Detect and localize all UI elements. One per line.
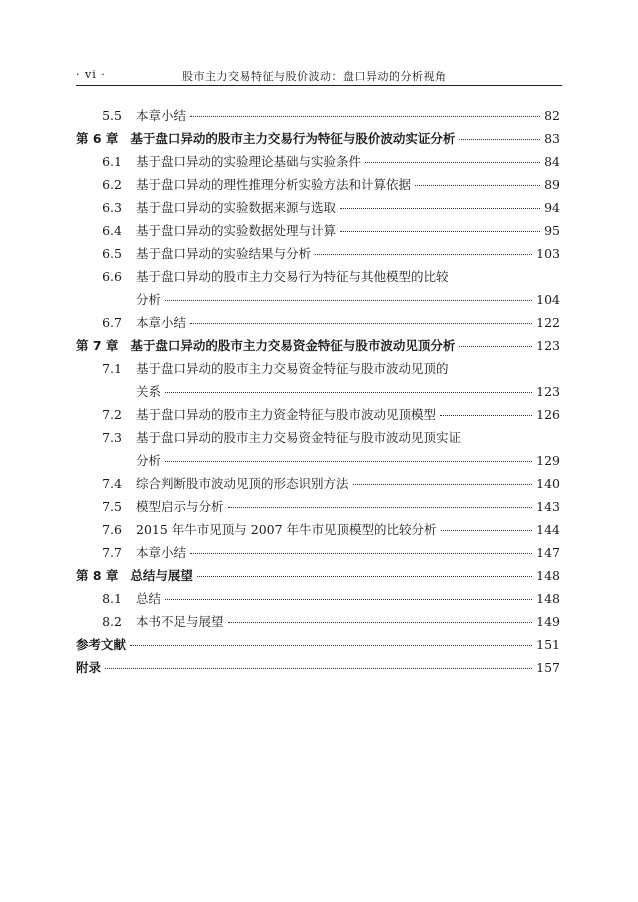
toc-page-number: 94 bbox=[544, 200, 560, 215]
toc-entry-title: 基于盘口异动的股市主力交易行为特征与股价波动实证分析 bbox=[130, 131, 456, 146]
toc-entry-title: 基于盘口异动的实验理论基础与实验条件 bbox=[136, 154, 362, 169]
toc-page-number: 123 bbox=[536, 338, 560, 353]
toc-entry-number: 7.3 bbox=[102, 430, 122, 445]
toc-dot-leader bbox=[440, 415, 532, 416]
toc-section-entry[interactable] bbox=[76, 173, 560, 196]
toc-dot-leader bbox=[165, 300, 532, 301]
toc-entry-number: 7.4 bbox=[102, 476, 122, 491]
toc-dot-leader bbox=[353, 484, 533, 485]
toc-section-entry[interactable] bbox=[76, 104, 560, 127]
toc-entry-number: 7.1 bbox=[102, 361, 122, 376]
toc-entry-number: 8.1 bbox=[102, 591, 122, 606]
toc-section-entry[interactable] bbox=[76, 610, 560, 633]
toc-entry-number: 第 6 章 bbox=[76, 131, 119, 146]
toc-page-number: 126 bbox=[536, 407, 560, 422]
toc-entry-continuation[interactable] bbox=[76, 449, 560, 472]
toc-entry-number: 7.6 bbox=[102, 522, 122, 537]
toc-entry-number: 6.4 bbox=[102, 223, 122, 238]
toc-page-number: 144 bbox=[536, 522, 560, 537]
toc-entry-title: 本章小结 bbox=[136, 545, 187, 560]
table-of-contents bbox=[76, 104, 560, 679]
toc-entry-title: 基于盘口异动的实验数据处理与计算 bbox=[136, 223, 337, 238]
toc-entry-title: 2015 年牛市见顶与 2007 年牛市见顶模型的比较分析 bbox=[136, 522, 437, 537]
toc-entry-title: 分析 bbox=[136, 292, 162, 307]
toc-section-entry[interactable] bbox=[76, 265, 560, 288]
toc-page-number: 143 bbox=[536, 499, 560, 514]
toc-entry-title: 参考文献 bbox=[76, 637, 127, 652]
toc-entry-title: 基于盘口异动的实验结果与分析 bbox=[136, 246, 312, 261]
toc-dot-leader bbox=[190, 323, 532, 324]
toc-entry-number: 5.5 bbox=[102, 108, 122, 123]
toc-section-entry[interactable] bbox=[76, 472, 560, 495]
toc-dot-leader bbox=[197, 576, 532, 577]
toc-dot-leader bbox=[165, 461, 532, 462]
toc-section-entry[interactable] bbox=[76, 150, 560, 173]
toc-dot-leader bbox=[459, 139, 540, 140]
toc-entry-title: 基于盘口异动的实验数据来源与选取 bbox=[136, 200, 337, 215]
toc-entry-title: 关系 bbox=[136, 384, 162, 399]
toc-page-number: 147 bbox=[536, 545, 560, 560]
toc-chapter-entry[interactable] bbox=[76, 127, 560, 150]
toc-entry-continuation[interactable] bbox=[76, 380, 560, 403]
toc-entry-number: 6.3 bbox=[102, 200, 122, 215]
toc-page-number: 129 bbox=[536, 453, 560, 468]
toc-chapter-entry[interactable] bbox=[76, 334, 560, 357]
toc-entry-title: 附录 bbox=[76, 660, 102, 675]
toc-section-entry[interactable] bbox=[76, 518, 560, 541]
toc-dot-leader bbox=[340, 208, 540, 209]
toc-entry-number: 第 8 章 bbox=[76, 568, 119, 583]
toc-dot-leader bbox=[340, 231, 540, 232]
toc-chapter-entry[interactable] bbox=[76, 656, 560, 679]
toc-page-number: 148 bbox=[536, 568, 560, 583]
toc-entry-title: 总结 bbox=[136, 591, 162, 606]
toc-dot-leader bbox=[228, 622, 533, 623]
running-header bbox=[76, 66, 562, 84]
toc-entry-number: 第 7 章 bbox=[76, 338, 119, 353]
toc-page-number: 84 bbox=[544, 154, 560, 169]
toc-dot-leader bbox=[165, 599, 532, 600]
toc-dot-leader bbox=[228, 507, 533, 508]
toc-section-entry[interactable] bbox=[76, 541, 560, 564]
toc-dot-leader bbox=[130, 645, 532, 646]
toc-entry-title: 本章小结 bbox=[136, 315, 187, 330]
toc-page-number: 140 bbox=[536, 476, 560, 491]
toc-entry-title: 综合判断股市波动见顶的形态识别方法 bbox=[136, 476, 349, 491]
toc-entry-number: 6.5 bbox=[102, 246, 122, 261]
toc-dot-leader bbox=[365, 162, 540, 163]
toc-entry-title: 本书不足与展望 bbox=[136, 614, 224, 629]
toc-chapter-entry[interactable] bbox=[76, 633, 560, 656]
toc-page-number: 82 bbox=[544, 108, 560, 123]
toc-entry-title: 总结与展望 bbox=[130, 568, 193, 583]
toc-entry-title: 分析 bbox=[136, 453, 162, 468]
toc-page-number: 122 bbox=[536, 315, 560, 330]
toc-section-entry[interactable] bbox=[76, 219, 560, 242]
toc-entry-number: 8.2 bbox=[102, 614, 122, 629]
toc-entry-title: 基于盘口异动的股市主力资金特征与股市波动见顶模型 bbox=[136, 407, 437, 422]
toc-section-entry[interactable] bbox=[76, 426, 560, 449]
toc-dot-leader bbox=[165, 392, 532, 393]
toc-dot-leader bbox=[441, 530, 533, 531]
toc-dot-leader bbox=[105, 668, 532, 669]
toc-section-entry[interactable] bbox=[76, 495, 560, 518]
toc-page-number: 104 bbox=[536, 292, 560, 307]
toc-section-entry[interactable] bbox=[76, 242, 560, 265]
toc-entry-title: 本章小结 bbox=[136, 108, 187, 123]
toc-entry-continuation[interactable] bbox=[76, 288, 560, 311]
page-number: · vi · bbox=[76, 68, 106, 81]
toc-entry-title: 基于盘口异动的股市主力交易资金特征与股市波动见顶实证 bbox=[136, 430, 462, 445]
toc-page-number: 95 bbox=[544, 223, 560, 238]
toc-entry-number: 6.2 bbox=[102, 177, 122, 192]
toc-entry-title: 基于盘口异动的股市主力交易资金特征与股市波动见顶分析 bbox=[130, 338, 456, 353]
toc-page-number: 149 bbox=[536, 614, 560, 629]
toc-page-number: 148 bbox=[536, 591, 560, 606]
toc-entry-title: 基于盘口异动的股市主力交易行为特征与其他模型的比较 bbox=[136, 269, 449, 284]
toc-entry-number: 6.1 bbox=[102, 154, 122, 169]
toc-dot-leader bbox=[190, 116, 540, 117]
toc-dot-leader bbox=[190, 553, 532, 554]
toc-entry-title: 基于盘口异动的理性推理分析实验方法和计算依据 bbox=[136, 177, 412, 192]
toc-chapter-entry[interactable] bbox=[76, 564, 560, 587]
toc-section-entry[interactable] bbox=[76, 587, 560, 610]
toc-page-number: 157 bbox=[536, 660, 560, 675]
toc-page-number: 123 bbox=[536, 384, 560, 399]
toc-dot-leader bbox=[315, 254, 532, 255]
toc-page-number: 89 bbox=[544, 177, 560, 192]
toc-entry-number: 7.5 bbox=[102, 499, 122, 514]
toc-dot-leader bbox=[415, 185, 540, 186]
toc-section-entry[interactable] bbox=[76, 403, 560, 426]
toc-section-entry[interactable] bbox=[76, 311, 560, 334]
toc-page-number: 103 bbox=[536, 246, 560, 261]
toc-entry-number: 7.2 bbox=[102, 407, 122, 422]
toc-entry-number: 6.7 bbox=[102, 315, 122, 330]
toc-entry-number: 6.6 bbox=[102, 269, 122, 284]
toc-entry-title: 基于盘口异动的股市主力交易资金特征与股市波动见顶的 bbox=[136, 361, 449, 376]
toc-section-entry[interactable] bbox=[76, 357, 560, 380]
toc-page-number: 83 bbox=[544, 131, 560, 146]
toc-page-number: 151 bbox=[536, 637, 560, 652]
toc-section-entry[interactable] bbox=[76, 196, 560, 219]
header-rule bbox=[76, 85, 562, 86]
toc-entry-number: 7.7 bbox=[102, 545, 122, 560]
running-title: 股市主力交易特征与股价波动：盘口异动的分析视角 bbox=[182, 70, 447, 83]
toc-dot-leader bbox=[459, 346, 532, 347]
toc-entry-title: 模型启示与分析 bbox=[136, 499, 224, 514]
